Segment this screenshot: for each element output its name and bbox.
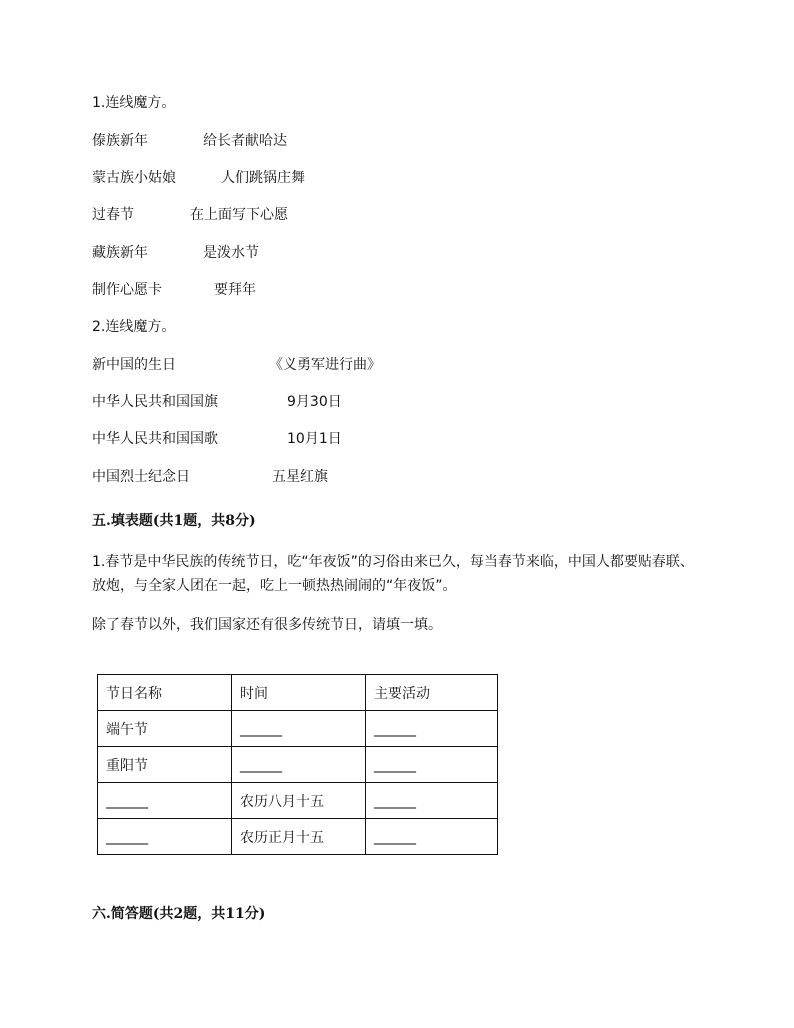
table-row xyxy=(98,819,498,855)
table-header-row xyxy=(98,675,498,711)
table-cell: 重阳节 xyxy=(98,747,232,783)
q2-left-item-1: 新中国的生日 xyxy=(92,357,176,373)
q1-right-item-5: 要拜年 xyxy=(214,282,256,298)
q2-left-item-3: 中华人民共和国国歌 xyxy=(92,431,218,447)
q1-right-item-4: 是泼水节 xyxy=(203,245,259,261)
table-header-cell: 节日名称 xyxy=(98,675,232,711)
section6-heading: 六.简答题(共2题，共11分) xyxy=(92,906,266,922)
q2-left-item-4: 中国烈士纪念日 xyxy=(92,469,190,485)
table-cell-blank: ______ xyxy=(366,783,498,819)
table-cell: 农历八月十五 xyxy=(232,783,366,819)
table-row xyxy=(98,711,498,747)
festival-table xyxy=(97,674,498,855)
q2-right-item-1: 《义勇军进行曲》 xyxy=(269,357,381,373)
table-cell-blank: ______ xyxy=(98,783,232,819)
section5-paragraph-1: 1.春节是中华民族的传统节日，吃“年夜饭”的习俗由来已久，每当春节来临，中国人都要贴春联、放炮，与全家人团在一起，吃上一顿热热闹闹的“年夜饭”。 xyxy=(92,554,694,594)
q1-left-item-2: 蒙古族小姑娘 xyxy=(92,170,176,186)
q2-right-item-3: 10月1日 xyxy=(287,431,342,447)
q1-title: 1.连线魔方。 xyxy=(92,95,176,111)
table-cell-blank: ______ xyxy=(232,747,366,783)
table-cell-blank: ______ xyxy=(366,747,498,783)
q2-left-item-2: 中华人民共和国国旗 xyxy=(92,394,218,410)
table-cell-blank: ______ xyxy=(366,819,498,855)
q1-right-item-3: 在上面写下心愿 xyxy=(190,207,288,223)
table-cell-blank: ______ xyxy=(98,819,232,855)
table-cell: 农历正月十五 xyxy=(232,819,366,855)
q1-right-item-1: 给长者献哈达 xyxy=(203,133,287,149)
table-cell-blank: ______ xyxy=(232,711,366,747)
section5-heading: 五.填表题(共1题，共8分) xyxy=(92,513,256,529)
table-row xyxy=(98,747,498,783)
table-header-cell: 主要活动 xyxy=(366,675,498,711)
q1-left-item-4: 藏族新年 xyxy=(92,245,148,261)
q1-left-item-1: 傣族新年 xyxy=(92,133,148,149)
table-cell: 端午节 xyxy=(98,711,232,747)
table-cell-blank: ______ xyxy=(366,711,498,747)
q2-right-item-4: 五星红旗 xyxy=(272,469,328,485)
table-header-cell: 时间 xyxy=(232,675,366,711)
q2-title: 2.连线魔方。 xyxy=(92,319,176,335)
q1-left-item-3: 过春节 xyxy=(92,207,134,223)
table-row xyxy=(98,783,498,819)
q1-left-item-5: 制作心愿卡 xyxy=(92,282,162,298)
q1-right-item-2: 人们跳锅庄舞 xyxy=(221,170,305,186)
section5-paragraph-2: 除了春节以外，我们国家还有很多传统节日，请填一填。 xyxy=(92,617,442,633)
q2-right-item-2: 9月30日 xyxy=(287,394,342,410)
